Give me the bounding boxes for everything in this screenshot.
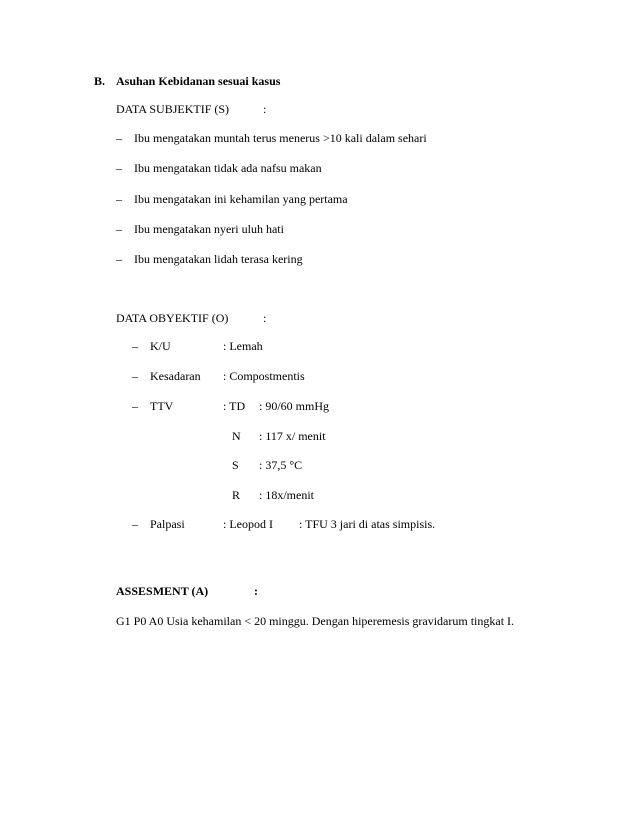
objective-bullet: – bbox=[132, 369, 138, 383]
ttv-value: : 117 x/ menit bbox=[259, 429, 326, 443]
assessment-text: G1 P0 A0 Usia kehamilan < 20 minggu. Dengan hiperemesis gravidarum tingkat I. bbox=[116, 614, 515, 628]
subjective-bullet: – bbox=[116, 192, 122, 206]
ttv-key: N bbox=[232, 429, 241, 443]
assessment-heading: ASSESMENT (A) bbox=[116, 584, 209, 598]
subjective-bullet: – bbox=[116, 131, 122, 145]
subjective-heading: DATA SUBJEKTIF (S) bbox=[116, 102, 230, 116]
subjective-item: Ibu mengatakan muntah terus menerus >10 kali dalam sehari bbox=[134, 131, 427, 145]
section-title: Asuhan Kebidanan sesuai kasus bbox=[116, 74, 281, 88]
subjective-item: Ibu mengatakan nyeri uluh hati bbox=[134, 222, 284, 236]
ttv-label: TTV bbox=[150, 399, 174, 413]
ku-value: : Lemah bbox=[223, 339, 263, 353]
kesadaran-label: Kesadaran bbox=[150, 369, 201, 383]
objective-bullet: – bbox=[132, 399, 138, 413]
ttv-value: : 90/60 mmHg bbox=[259, 399, 330, 413]
subjective-colon: : bbox=[263, 102, 267, 116]
palpasi-label: Palpasi bbox=[150, 517, 185, 531]
ku-label: K/U bbox=[150, 339, 171, 353]
ttv-value: : 18x/menit bbox=[259, 488, 314, 502]
objective-bullet: – bbox=[132, 339, 138, 353]
ttv-key: R bbox=[232, 488, 241, 502]
palpasi-key: : Leopod I bbox=[223, 517, 273, 531]
objective-colon: : bbox=[263, 311, 267, 325]
subjective-item: Ibu mengatakan lidah terasa kering bbox=[134, 252, 303, 266]
ttv-key: : TD bbox=[223, 399, 246, 413]
ttv-value: : 37,5 °C bbox=[259, 458, 303, 472]
palpasi-value: : TFU 3 jari di atas simpisis. bbox=[299, 517, 436, 531]
assessment-colon: : bbox=[254, 584, 258, 598]
ttv-key: S bbox=[232, 458, 239, 472]
subjective-item: Ibu mengatakan tidak ada nafsu makan bbox=[134, 161, 322, 175]
kesadaran-value: : Compostmentis bbox=[223, 369, 305, 383]
subjective-bullet: – bbox=[116, 222, 122, 236]
subjective-bullet: – bbox=[116, 252, 122, 266]
section-letter: B. bbox=[94, 74, 106, 88]
objective-bullet: – bbox=[132, 517, 138, 531]
subjective-bullet: – bbox=[116, 161, 122, 175]
subjective-item: Ibu mengatakan ini kehamilan yang pertama bbox=[134, 192, 348, 206]
objective-heading: DATA OBYEKTIF (O) bbox=[116, 311, 229, 325]
